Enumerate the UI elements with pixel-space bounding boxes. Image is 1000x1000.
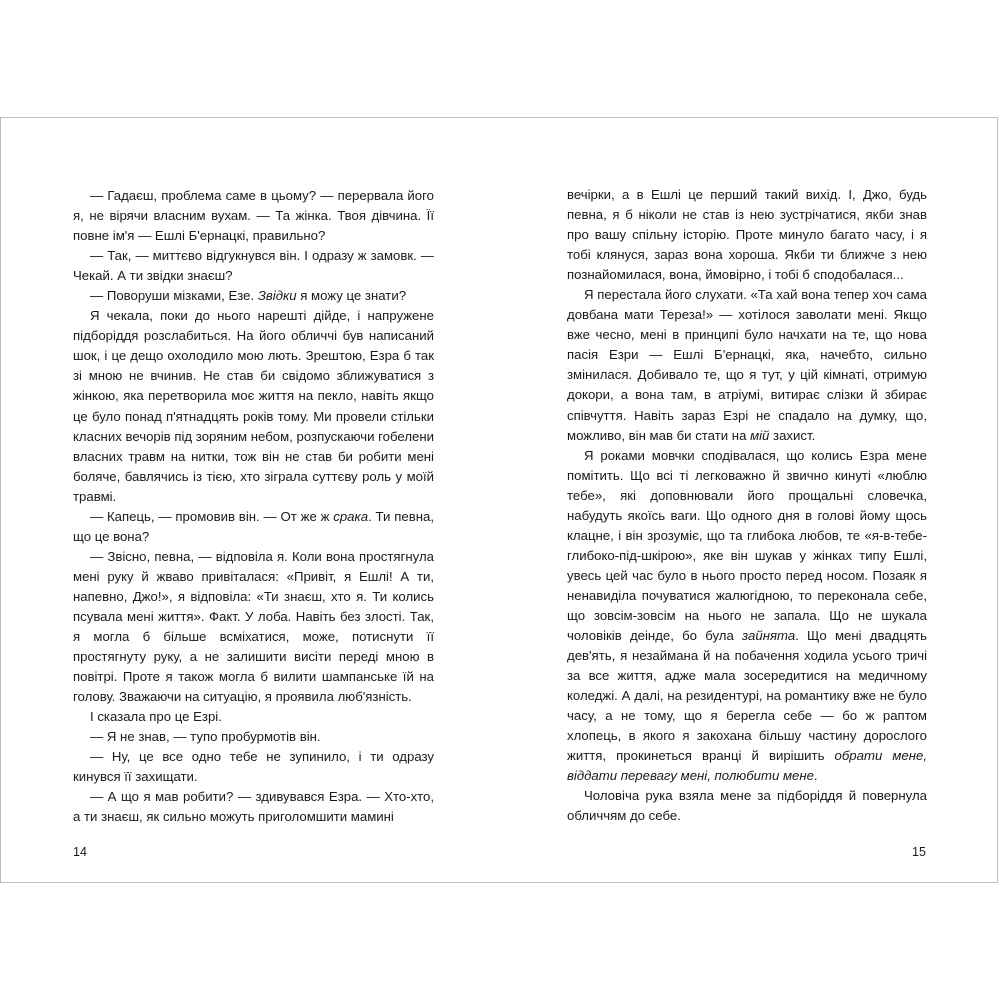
left-page-number: 14 xyxy=(73,845,87,859)
paragraph: — Звісно, певна, — відповіла я. Коли вона простягнула мені руку й жваво привіталася: «Привіт, я Ешлі! А ти, напевно, Джо!», я відповіла: «Ти знаєш, хто я. Ти колись псувала мені життя». Факт. У лоба. Навіть без злості. Так, я могла б більше всміхатися, може, потиснути її простягнуту руку, а не залишити висіти переді мною в повітрі. Проте я також могла б вилити шампанське їй на голову. Зважаючи на ситуацію, я проявила люб'язність. xyxy=(73,548,434,705)
italic-text: Звідки xyxy=(257,288,297,304)
paragraph: Я перестала його слухати. «Та хай вона тепер хоч сама довбана мати Тереза!» — хотілося заволати мені. Якщо вже чесно, мені в принципі було начхати на те, що нова пасія Езри — Ешлі Б'ернацкі, яка, начебто, сильно змінилася. Добивало те, що я тут, у цій кімнаті, отримую докори, а вона там, в атріумі, витирає слізки й збирає співчуття. Навіть зараз Езрі не спадало на думку, що, можливо, він мав би стати на мій захист. xyxy=(567,287,927,443)
paragraph: — Поворуши мізками, Езе. Звідки я можу це знати? xyxy=(90,288,407,304)
paragraph: — Так, — миттєво відгукнувся він. І одразу ж замовк. — Чекай. А ти звідки знаєш? xyxy=(73,248,434,284)
italic-text: обрати мене, віддати перевагу мені, полюбити мене xyxy=(567,748,927,784)
paragraph: вечірки, а в Ешлі це перший такий вихід. І, Джо, будь певна, я б ніколи не став із нею зустрічатися, якби знав про вашу спільну історію. Проте минуло багато часу, і я тобі клянуся, зараз вона хороша. Якби ти ближче з нею познайомилася, вона, ймовірно, і тобі б сподобалася... xyxy=(567,187,927,283)
paragraph: Я чекала, поки до нього нарешті дійде, і напружене підборіддя розслабиться. На його обличчі був написаний шок, і це дещо охолодило мою лють. Зрештою, Езра б так зі мною не вчинив. Не став би свідомо зближуватися з жінкою, яка перетворила моє життя на пекло, навіть якщо це було понад п'ятнадцять років тому. Ми провели стільки класних вечорів під зоряним небом, розпускаючи гобелени власних травм на нитки, тож він не став би робити мені боляче, бавлячись із тією, хто зіграла суттєву роль у моїй травмі. xyxy=(73,308,434,504)
paragraph: — Ну, це все одно тебе не зупинило, і ти одразу кинувся її захищати. xyxy=(73,749,434,785)
paragraph: — Гадаєш, проблема саме в цьому? — перервала його я, не вірячи власним вухам. — Та жінка. Твоя дівчина. Її повне ім'я — Ешлі Б'ернацкі, правильно? xyxy=(73,188,434,244)
paragraph: — Я не знав, — тупо пробурмотів він. xyxy=(90,729,321,745)
italic-text: зайнята xyxy=(742,628,796,644)
book-spread xyxy=(0,117,998,883)
left-page-text xyxy=(73,186,434,828)
paragraph: — Капець, — промовив він. — От же ж срака. Ти певна, що це вона? xyxy=(73,508,434,544)
italic-text: срака xyxy=(333,508,369,524)
italic-text: мій xyxy=(750,427,770,443)
paragraph: — А що я мав робити? — здивувався Езра. — Хто-хто, а ти знаєш, як сильно можуть приголомшити мамині xyxy=(73,789,434,825)
right-page-number: 15 xyxy=(912,845,926,859)
paragraph: І сказала про це Езрі. xyxy=(90,709,222,725)
paragraph: Я роками мовчки сподівалася, що колись Езра мене помітить. Що всі ті легковажно й звично кинуті «люблю тебе», які доповнювали його прощальні словечка, набудуть якоїсь ваги. Що одного дня в голові йому щось клацне, і він зрозуміє, що та глибока любов, те «я-в-тебе-глибоко-під-шкірою», яке він шукав у жінках типу Ешлі, увесь цей час було в нього просто перед носом. Позаяк я ненавиділа почуватися жалюгідною, то переконала себе, що зовсім-зовсім на нього не запала. Що не шукала чоловіків деінде, бо була зайнята. Що мені двадцять дев'ять, я незаймана й на побачення ходила усього тричі за все життя, адже мала зосередитися на медичному коледжі. А далі, на резидентурі, на романтику вже не було часу, а не тому, що я берегла себе — бо ж раптом хлопець, в якого я закохана більшу частину дорослого життя, прокинеться вранці й вирішить обрати мене, віддати перевагу мені, полюбити мене. xyxy=(567,447,927,784)
right-page-text xyxy=(567,185,927,827)
paragraph: Чоловіча рука взяла мене за підборіддя й повернула обличчям до себе. xyxy=(567,788,927,824)
